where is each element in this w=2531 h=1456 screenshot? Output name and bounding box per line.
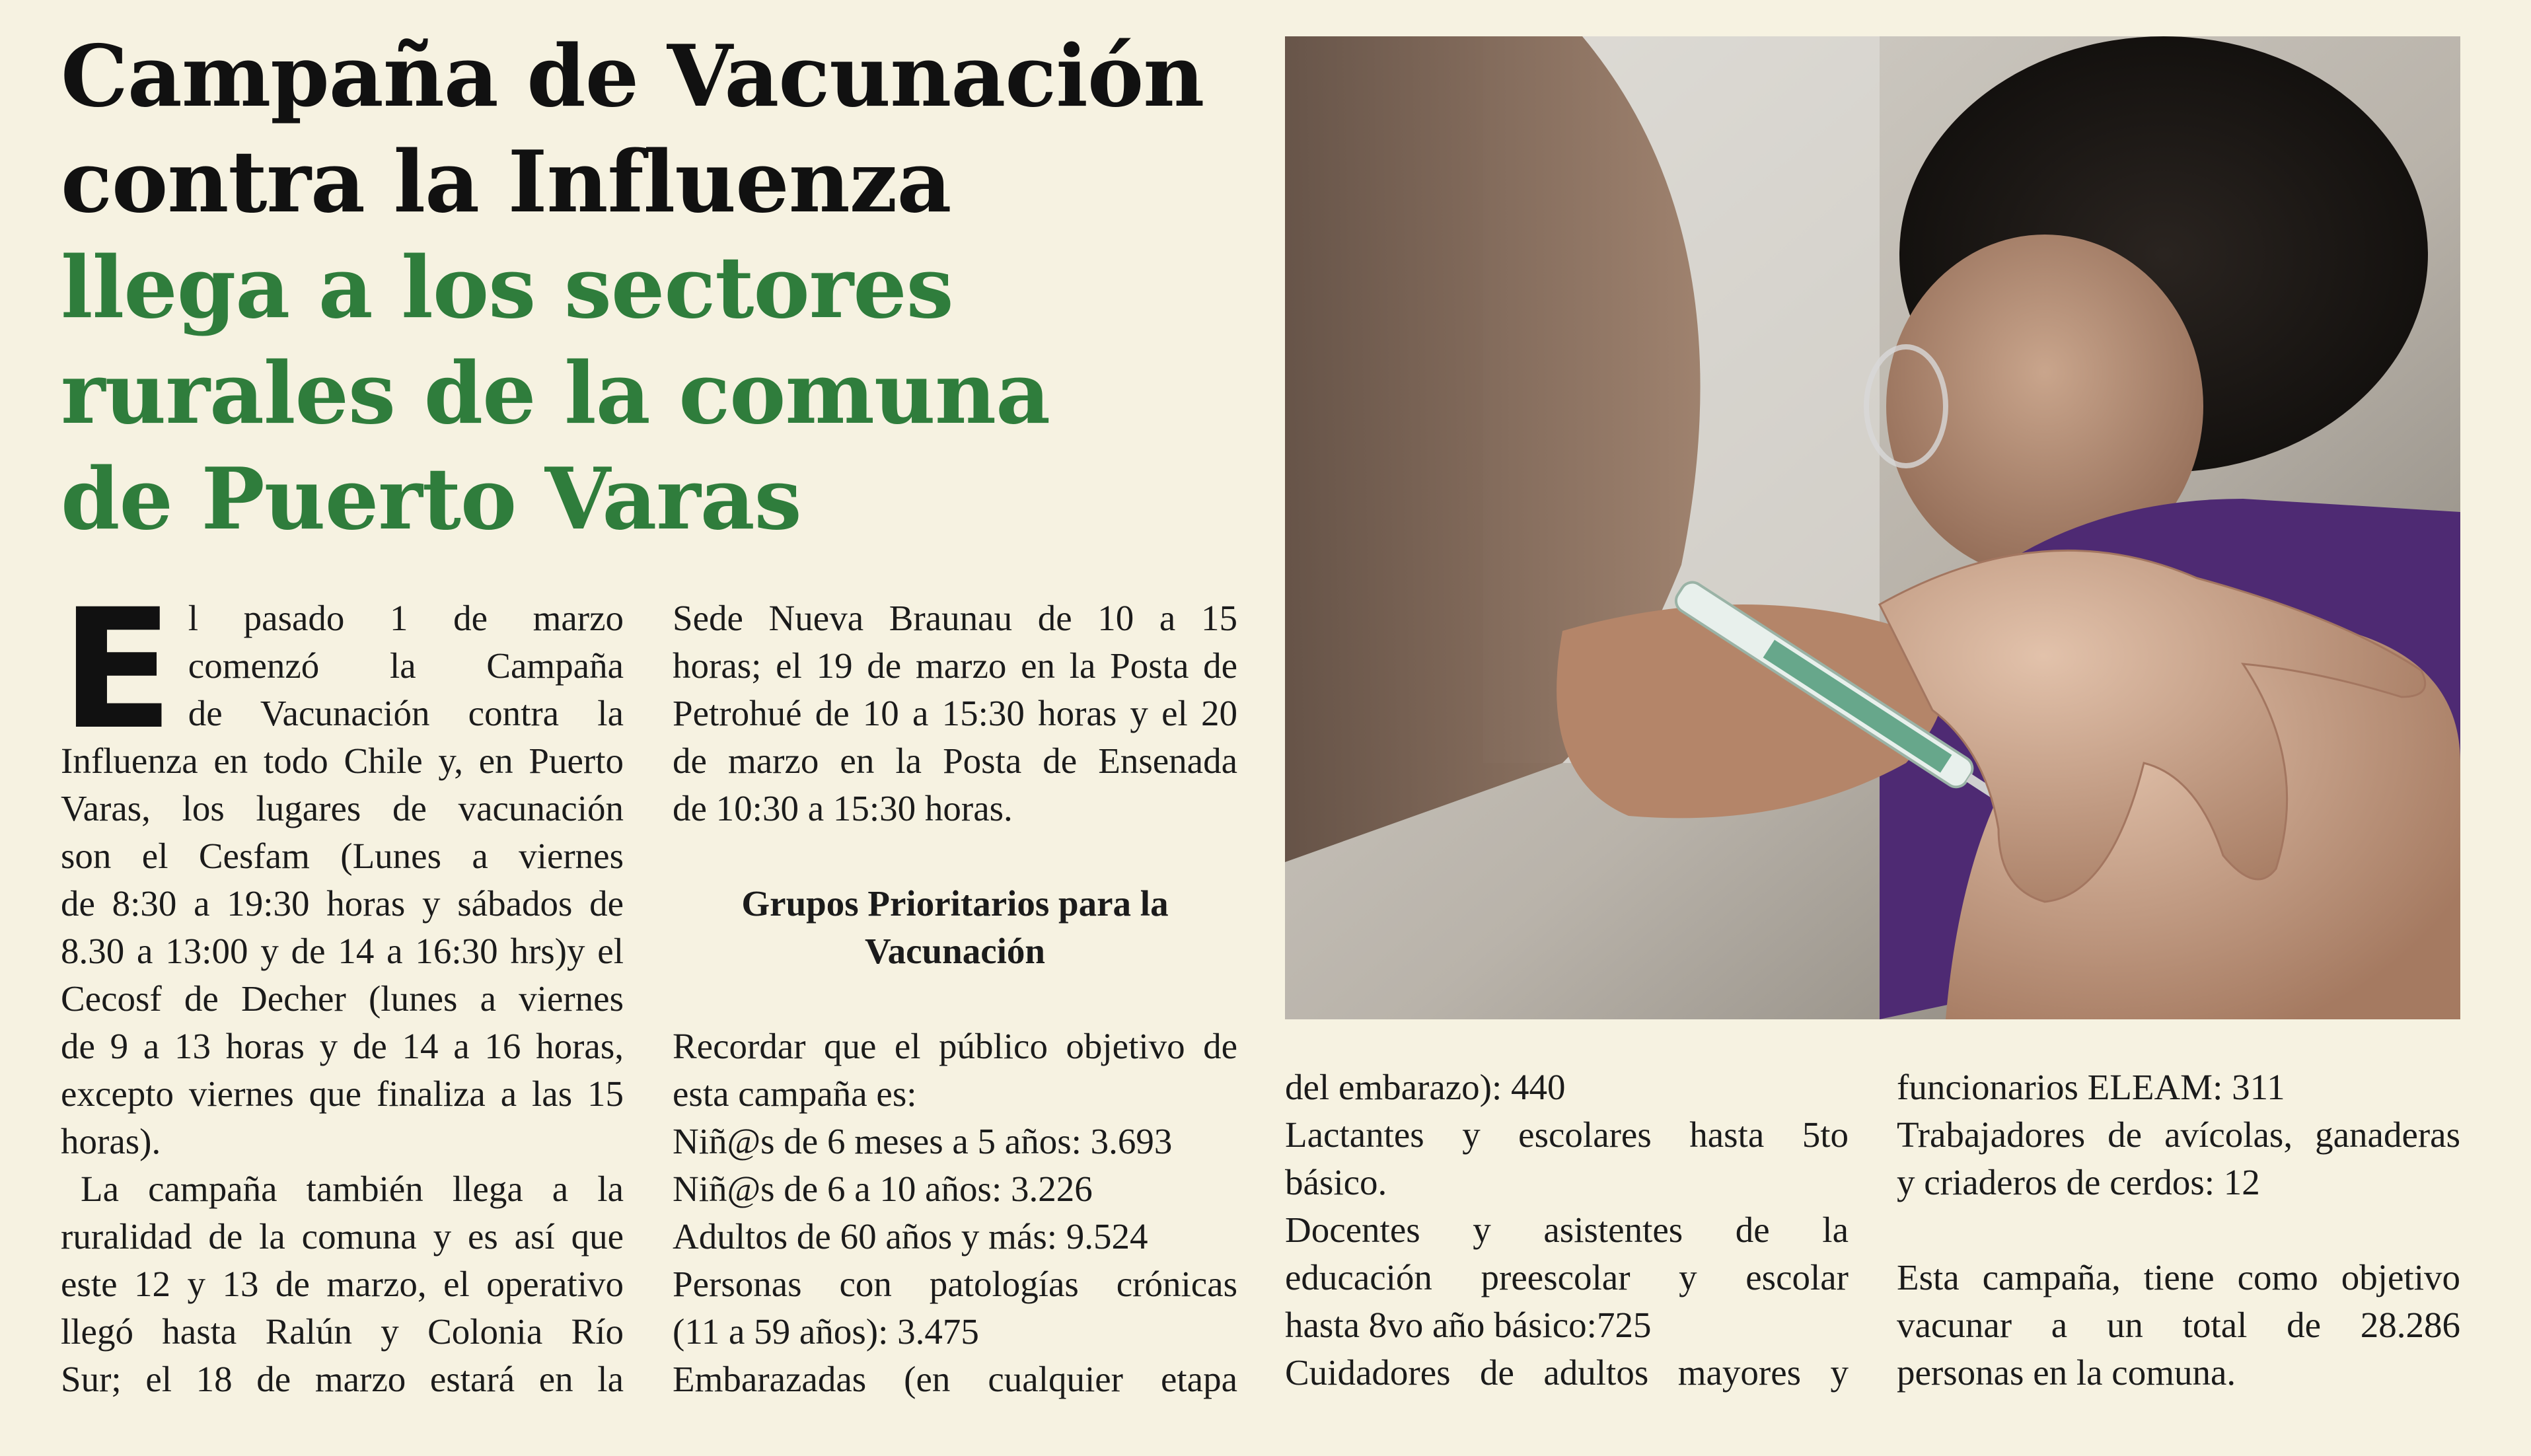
text-line: Petrohué de 10 a 15:30 horas y el 20 <box>673 693 1237 733</box>
priority-group-item-cont: educación preescolar y escolar <box>1285 1257 1849 1297</box>
headline-line-4: rurales de la comuna <box>61 344 1050 443</box>
text-line: Influenza en todo Chile y, en Puerto <box>61 741 624 781</box>
text-line: vacunar a un total de 28.286 <box>1897 1305 2460 1345</box>
section-subheading-cont: Vacunación <box>864 931 1046 971</box>
text-line: Sur; el 18 de marzo estará en la <box>61 1359 624 1399</box>
text-line: de 8:30 a 19:30 horas y sábados de <box>61 883 624 924</box>
text-line: horas; el 19 de marzo en la Posta de <box>673 645 1237 686</box>
priority-group-item-cont: funcionarios ELEAM: 311 <box>1897 1067 2285 1107</box>
article-column-3 <box>1285 1064 1849 1397</box>
priority-group-item: Adultos de 60 años y más: 9.524 <box>673 1216 1148 1256</box>
spacer <box>1897 1206 2460 1254</box>
text-line: de 10:30 a 15:30 horas. <box>673 788 1013 828</box>
headline-line-3: llega a los sectores <box>61 238 953 338</box>
priority-group-item: Docentes y asistentes de la <box>1285 1210 1849 1250</box>
text-line: Esta campaña, tiene como objetivo <box>1897 1257 2460 1297</box>
vaccination-photo-illustration <box>1285 36 2460 1019</box>
text-line: excepto viernes que finaliza a las 15 <box>61 1074 624 1114</box>
priority-group-item: Niñ@s de 6 meses a 5 años: 3.693 <box>673 1121 1173 1161</box>
vaccination-photo <box>1285 36 2460 1019</box>
spacer <box>673 975 1237 1023</box>
text-line: llegó hasta Ralún y Colonia Río <box>61 1311 624 1352</box>
section-subheading: Grupos Prioritarios para la <box>741 883 1169 924</box>
text-line: son el Cesfam (Lunes a viernes <box>61 836 624 876</box>
text-line: de Vacunación contra la <box>188 693 624 733</box>
text-line: Recordar que el público objetivo de <box>673 1026 1237 1066</box>
priority-group-item: Embarazadas (en cualquier etapa <box>673 1359 1237 1399</box>
priority-group-item-cont: hasta 8vo año básico:725 <box>1285 1305 1652 1345</box>
priority-group-item-cont: del embarazo): 440 <box>1285 1067 1566 1107</box>
text-line: Varas, los lugares de vacunación <box>61 788 624 828</box>
priority-group-item: Cuidadores de adultos mayores y <box>1285 1352 1849 1393</box>
headline-line-2: contra la Influenza <box>61 133 951 232</box>
text-line: esta campaña es: <box>673 1074 917 1114</box>
article-column-1 <box>61 573 624 1403</box>
priority-group-item: Trabajadores de avícolas, ganaderas <box>1897 1114 2460 1155</box>
priority-group-item: Niñ@s de 6 a 10 años: 3.226 <box>673 1169 1093 1209</box>
priority-group-item: Lactantes y escolares hasta 5to <box>1285 1114 1849 1155</box>
text-line: horas). <box>61 1121 161 1161</box>
article-column-2 <box>673 595 1237 1403</box>
priority-group-item-cont: básico. <box>1285 1162 1387 1202</box>
headline-line-1: Campaña de Vacunación <box>61 27 1204 126</box>
text-line: l pasado 1 de marzo <box>188 598 624 638</box>
text-line: ruralidad de la comuna y es así que <box>61 1216 624 1256</box>
priority-group-item-cont: y criaderos de cerdos: 12 <box>1897 1162 2260 1202</box>
text-line: 8.30 a 13:00 y de 14 a 16:30 hrs)y el <box>61 931 624 971</box>
drop-cap: E <box>61 573 174 766</box>
text-line: de marzo en la Posta de Ensenada <box>673 741 1237 781</box>
text-line: La campaña también llega a la <box>81 1169 624 1209</box>
text-line: Cecosf de Decher (lunes a viernes <box>61 978 624 1019</box>
text-line: comenzó la Campaña <box>188 645 624 686</box>
article-headline <box>61 24 1283 552</box>
headline-line-5: de Puerto Varas <box>61 450 801 549</box>
priority-group-item-cont: (11 a 59 años): 3.475 <box>673 1311 979 1352</box>
article-column-4 <box>1897 1064 2460 1397</box>
text-line: personas en la comuna. <box>1897 1352 2236 1393</box>
text-line: Sede Nueva Braunau de 10 a 15 <box>673 598 1237 638</box>
text-line: este 12 y 13 de marzo, el operativo <box>61 1264 624 1304</box>
text-line: de 9 a 13 horas y de 14 a 16 horas, <box>61 1026 624 1066</box>
spacer <box>673 832 1237 880</box>
priority-group-item: Personas con patologías crónicas <box>673 1264 1237 1304</box>
